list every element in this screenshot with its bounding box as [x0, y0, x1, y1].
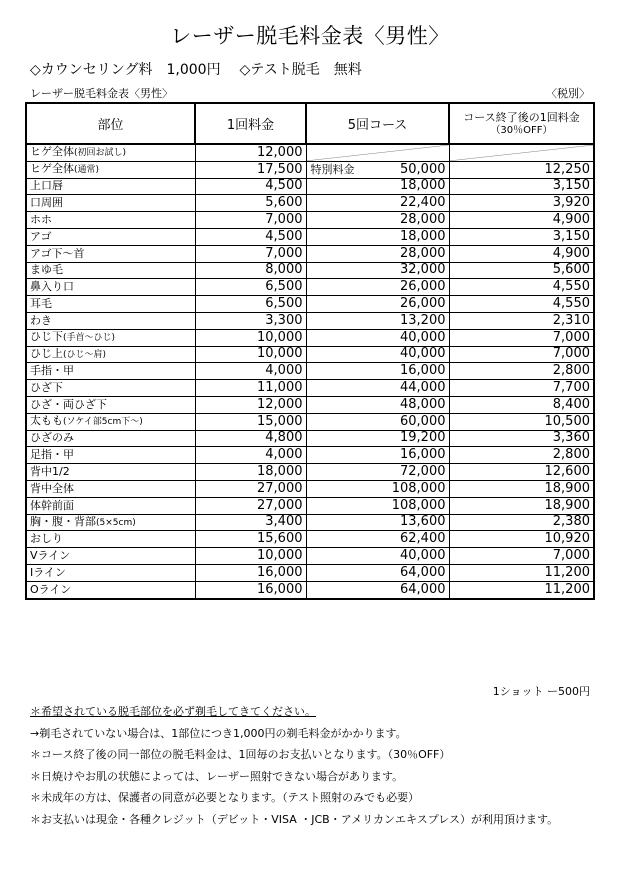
row-after-value: 5,600 [552, 262, 590, 278]
row-part-label: わき [30, 313, 52, 327]
row-course-value: 62,400 [400, 531, 446, 547]
row-course-price [306, 464, 449, 481]
row-part [26, 430, 195, 447]
table-row [26, 161, 594, 178]
row-part-label: 体幹前面 [30, 498, 74, 512]
row-after-price [449, 480, 594, 497]
header-after-line1: コース終了後の1回料金 [463, 110, 580, 124]
row-course-value: 19,200 [400, 430, 446, 446]
row-after-value: 8,400 [552, 396, 590, 412]
row-after-price [449, 212, 594, 229]
row-after-price [449, 329, 594, 346]
row-part [26, 548, 195, 565]
row-after-price [449, 430, 594, 447]
row-single-price: 4,500 [195, 178, 306, 195]
row-part [26, 413, 195, 430]
row-part [26, 228, 195, 245]
row-part [26, 531, 195, 548]
row-single-price: 10,000 [195, 346, 306, 363]
row-course-value: 22,400 [400, 195, 446, 211]
row-after-value: 12,600 [544, 464, 590, 480]
row-after-value: 7,000 [552, 346, 590, 362]
row-course-value: 48,000 [400, 396, 446, 412]
row-after-price [449, 296, 594, 313]
table-caption: レーザー脱毛料金表〈男性〉 [30, 87, 173, 100]
row-course-value: 26,000 [400, 279, 446, 295]
row-single-price: 27,000 [195, 497, 306, 514]
row-course-price [306, 161, 449, 178]
row-course-value: 64,000 [400, 581, 446, 597]
table-row [26, 581, 594, 598]
table-row [26, 514, 594, 531]
row-after-value: 2,800 [552, 363, 590, 379]
row-part-label: 上口唇 [30, 179, 63, 193]
row-after-empty [449, 144, 594, 161]
row-after-value: 3,920 [552, 195, 590, 211]
row-course-price [306, 245, 449, 262]
row-after-price [449, 245, 594, 262]
row-course-value: 40,000 [400, 548, 446, 564]
row-course-value: 16,000 [400, 447, 446, 463]
row-course-price [306, 212, 449, 229]
row-part-label: ひざのみ [30, 431, 74, 445]
row-after-value: 2,310 [552, 312, 590, 328]
row-after-price [449, 514, 594, 531]
row-after-value: 2,800 [552, 447, 590, 463]
row-part [26, 312, 195, 329]
row-course-price [306, 346, 449, 363]
shot-price: 1ショット ー500円 [492, 685, 590, 698]
header-course: 5回コース [306, 103, 449, 144]
row-after-price [449, 413, 594, 430]
row-single-price: 16,000 [195, 564, 306, 581]
row-course-price [306, 564, 449, 581]
row-part-label: ひじ下 [30, 330, 63, 344]
row-after-price [449, 564, 594, 581]
note-item: ＊コース終了後の同一部位の脱毛料金は、1回毎のお支払いとなります。（30％OFF） [30, 748, 451, 761]
table-row [26, 363, 594, 380]
row-after-value: 11,200 [544, 564, 590, 580]
diagonal-line [307, 145, 449, 161]
row-after-price [449, 531, 594, 548]
row-single-price: 12,000 [195, 396, 306, 413]
row-part [26, 564, 195, 581]
row-part-label: 背中全体 [30, 481, 74, 495]
row-after-price [449, 312, 594, 329]
row-part-label: 手指・甲 [30, 364, 74, 378]
row-after-value: 7,000 [552, 548, 590, 564]
row-course-value: 40,000 [400, 329, 446, 345]
row-course-empty [306, 144, 449, 161]
row-course-value: 26,000 [400, 296, 446, 312]
row-part-note: (手首～ひじ) [63, 333, 116, 344]
row-single-price: 11,000 [195, 380, 306, 397]
row-course-price [306, 296, 449, 313]
row-single-price: 4,000 [195, 447, 306, 464]
row-part [26, 497, 195, 514]
row-after-value: 3,360 [552, 430, 590, 446]
row-after-value: 10,500 [544, 413, 590, 429]
row-course-value: 72,000 [400, 464, 446, 480]
row-single-price: 15,600 [195, 531, 306, 548]
row-course-value: 108,000 [391, 497, 446, 513]
table-row [26, 195, 594, 212]
row-part-label: ヒゲ全体 [30, 145, 74, 159]
row-part-note: (初回お試し) [74, 148, 127, 159]
row-single-price: 3,400 [195, 514, 306, 531]
row-part [26, 144, 195, 161]
row-part [26, 581, 195, 598]
row-course-price [306, 279, 449, 296]
row-part-label: 胸・腹・背部 [30, 514, 96, 528]
row-after-value: 4,550 [552, 279, 590, 295]
table-row [26, 430, 594, 447]
row-part-label: Iライン [30, 565, 66, 579]
row-part [26, 195, 195, 212]
row-part-note: (5×5cm) [96, 517, 136, 528]
row-after-value: 7,000 [552, 329, 590, 345]
row-course-price [306, 228, 449, 245]
row-part [26, 514, 195, 531]
row-after-value: 3,150 [552, 178, 590, 194]
table-row [26, 178, 594, 195]
row-course-price [306, 531, 449, 548]
row-part [26, 245, 195, 262]
row-after-value: 18,900 [544, 480, 590, 496]
row-after-value: 11,200 [544, 581, 590, 597]
row-part [26, 279, 195, 296]
row-after-value: 4,900 [552, 245, 590, 261]
row-part-label: Oライン [30, 582, 72, 596]
row-course-value: 28,000 [400, 212, 446, 228]
row-single-price: 12,000 [195, 144, 306, 161]
row-single-price: 10,000 [195, 548, 306, 565]
table-row [26, 396, 594, 413]
row-after-price [449, 178, 594, 195]
row-part-note: (ソケイ部5cm下～) [63, 417, 143, 428]
table-row [26, 531, 594, 548]
row-after-value: 2,380 [552, 514, 590, 530]
table-row [26, 144, 594, 161]
row-single-price: 16,000 [195, 581, 306, 598]
row-after-price [449, 396, 594, 413]
table-row [26, 380, 594, 397]
row-single-price: 27,000 [195, 480, 306, 497]
row-single-price: 3,300 [195, 312, 306, 329]
table-row [26, 212, 594, 229]
note-item: ＊希望されている脱毛部位を必ず剃毛してきてください。 [30, 705, 316, 718]
row-course-value: 40,000 [400, 346, 446, 362]
row-part-label: アゴ下～首 [30, 246, 85, 260]
row-course-value: 18,000 [400, 178, 446, 194]
row-part-label: 口周囲 [30, 196, 63, 210]
row-after-price [449, 380, 594, 397]
row-course-price [306, 262, 449, 279]
row-single-price: 6,500 [195, 296, 306, 313]
row-part [26, 346, 195, 363]
row-course-price [306, 363, 449, 380]
table-row [26, 447, 594, 464]
row-after-price [449, 447, 594, 464]
row-course-price [306, 380, 449, 397]
row-course-value: 108,000 [391, 480, 446, 496]
row-course-price [306, 430, 449, 447]
row-course-value: 50,000 [400, 161, 446, 177]
notes-list [30, 701, 558, 830]
table-row [26, 228, 594, 245]
table-row [26, 279, 594, 296]
table-row [26, 564, 594, 581]
row-course-price [306, 447, 449, 464]
row-part [26, 396, 195, 413]
tax-note: 〈税別〉 [546, 87, 590, 100]
row-single-price: 15,000 [195, 413, 306, 430]
row-single-price: 4,000 [195, 363, 306, 380]
row-course-price [306, 312, 449, 329]
row-part [26, 363, 195, 380]
row-single-price: 17,500 [195, 161, 306, 178]
test-fee: ◇テスト脱毛 無料 [239, 62, 362, 78]
table-row [26, 346, 594, 363]
row-part [26, 212, 195, 229]
row-part [26, 329, 195, 346]
row-part [26, 262, 195, 279]
row-after-value: 4,550 [552, 296, 590, 312]
row-single-price: 4,800 [195, 430, 306, 447]
row-after-value: 18,900 [544, 497, 590, 513]
header-after-line2: （30％OFF） [490, 124, 553, 136]
row-part [26, 380, 195, 397]
row-course-value: 32,000 [400, 262, 446, 278]
row-part-label: 耳毛 [30, 297, 52, 311]
row-course-price [306, 497, 449, 514]
row-after-price [449, 346, 594, 363]
row-after-value: 12,250 [544, 161, 590, 177]
row-single-price: 5,600 [195, 195, 306, 212]
price-table [25, 102, 595, 600]
row-course-value: 13,200 [400, 312, 446, 328]
row-course-price [306, 195, 449, 212]
row-part-label: 鼻入り口 [30, 280, 74, 294]
table-row [26, 312, 594, 329]
row-course-price [306, 514, 449, 531]
row-part-note: (ひじ～肩) [63, 349, 107, 360]
row-after-value: 10,920 [544, 531, 590, 547]
row-course-value: 16,000 [400, 363, 446, 379]
row-part-label: ホホ [30, 213, 52, 227]
note-item: →剃毛されていない場合は、1部位につき1,000円の剃毛料金がかかります。 [30, 726, 407, 740]
row-part-label: 足指・甲 [30, 448, 74, 462]
row-course-value: 28,000 [400, 245, 446, 261]
row-after-price [449, 279, 594, 296]
table-row [26, 296, 594, 313]
note-item: ＊未成年の方は、保護者の同意が必要となります。（テスト照射のみでも必要） [30, 791, 420, 804]
row-after-price [449, 262, 594, 279]
row-after-price [449, 497, 594, 514]
counseling-fee: ◇カウンセリング料 1,000円 [30, 62, 221, 78]
page-title: レーザー脱毛料金表〈男性〉 [170, 24, 450, 48]
special-price-label: 特別料金 [310, 162, 355, 176]
fee-line [30, 59, 362, 79]
row-single-price: 18,000 [195, 464, 306, 481]
row-part-label: アゴ [30, 229, 52, 243]
row-part-label: 太もも [30, 414, 63, 428]
table-row [26, 480, 594, 497]
row-part [26, 447, 195, 464]
row-single-price: 8,000 [195, 262, 306, 279]
row-course-price [306, 329, 449, 346]
table-row [26, 413, 594, 430]
row-after-price [449, 464, 594, 481]
row-part [26, 178, 195, 195]
row-course-price [306, 581, 449, 598]
row-part-label: まゆ毛 [30, 263, 63, 277]
note-item: ＊お支払いは現金・各種クレジット（デビット・VISA ・JCB・アメリカンエキスプレス）が利用頂けます。 [30, 812, 559, 826]
table-row [26, 329, 594, 346]
row-course-value: 44,000 [400, 380, 446, 396]
row-course-value: 64,000 [400, 564, 446, 580]
row-after-value: 3,150 [552, 228, 590, 244]
row-part-label: ひざ下 [30, 381, 63, 395]
row-part-label: 背中1/2 [30, 465, 70, 479]
table-row [26, 245, 594, 262]
row-after-price [449, 548, 594, 565]
row-course-price [306, 413, 449, 430]
header-after-course [449, 103, 594, 144]
row-part-label: Vライン [30, 549, 71, 563]
header-part: 部位 [26, 103, 195, 144]
table-row [26, 464, 594, 481]
row-after-price [449, 195, 594, 212]
table-row [26, 262, 594, 279]
row-course-price [306, 396, 449, 413]
row-part [26, 296, 195, 313]
row-single-price: 7,000 [195, 245, 306, 262]
row-course-price [306, 548, 449, 565]
row-course-price [306, 480, 449, 497]
table-row [26, 548, 594, 565]
row-after-price [449, 228, 594, 245]
row-single-price: 4,500 [195, 228, 306, 245]
row-course-value: 60,000 [400, 413, 446, 429]
row-single-price: 10,000 [195, 329, 306, 346]
row-part-label: ヒゲ全体 [30, 162, 74, 176]
table-row [26, 497, 594, 514]
row-after-price [449, 363, 594, 380]
row-part-label: ひじ上 [30, 346, 63, 360]
row-part [26, 480, 195, 497]
row-part-label: おしり [30, 532, 63, 546]
row-course-value: 18,000 [400, 228, 446, 244]
row-single-price: 6,500 [195, 279, 306, 296]
row-part-label: ひざ・両ひざ下 [30, 397, 107, 411]
row-course-price [306, 178, 449, 195]
row-after-price [449, 581, 594, 598]
row-part-note: (通常) [74, 165, 100, 176]
row-after-price [449, 161, 594, 178]
row-single-price: 7,000 [195, 212, 306, 229]
header-single: 1回料金 [195, 103, 306, 144]
table-header-row [26, 103, 594, 144]
row-after-value: 4,900 [552, 212, 590, 228]
row-part [26, 464, 195, 481]
row-course-value: 13,600 [400, 514, 446, 530]
row-after-value: 7,700 [552, 380, 590, 396]
row-part [26, 161, 195, 178]
diagonal-line [450, 145, 594, 161]
note-item: ＊日焼けやお肌の状態によっては、レーザー照射できない場合があります。 [30, 769, 404, 783]
